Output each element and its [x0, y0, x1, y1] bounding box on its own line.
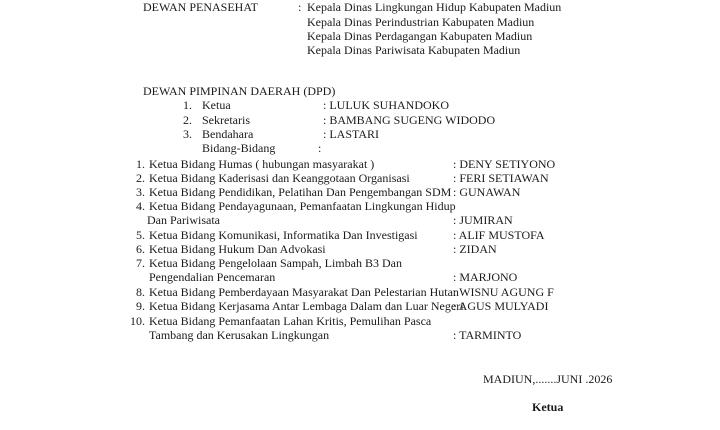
field-holder: : FERI SETIAWAN	[453, 171, 549, 185]
field-title: Ketua Bidang Pengelolaan Sampah, Limbah B3 Dan	[149, 256, 402, 270]
officer-name: : LULUK SUHANDOKO	[323, 98, 449, 112]
field-number: 1.	[136, 157, 145, 171]
officer-number: 3.	[183, 127, 192, 141]
field-holder: : WISNU AGUNG F	[453, 285, 554, 299]
field-holder: : AGUS MULYADI	[453, 299, 549, 313]
field-title: Ketua Bidang Pemberdayaan Masyarakat Dan Pelestarian Hutan	[149, 285, 459, 299]
field-title: Ketua Bidang Pendayagunaan, Pemanfaatan Lingkungan Hidup	[149, 199, 456, 213]
field-title-continuation: Pengendalian Pencemaran	[149, 270, 276, 284]
field-number: 8.	[136, 285, 145, 299]
field-number: 10.	[130, 314, 145, 328]
field-holder: : JUMIRAN	[453, 213, 513, 227]
field-title: Ketua Bidang Kaderisasi dan Keanggotaan Organisasi	[149, 171, 410, 185]
field-number: 3.	[136, 185, 145, 199]
advisor-member: Kepala Dinas Perindustrian Kabupaten Madiun	[307, 15, 535, 29]
field-holder: : TARMINTO	[453, 328, 522, 342]
field-number: 4.	[136, 199, 145, 213]
field-number: 2.	[136, 171, 145, 185]
field-title-continuation: Dan Pariwisata	[147, 213, 220, 227]
field-holder: : DENY SETIYONO	[453, 157, 556, 171]
officer-name: : LASTARI	[323, 127, 380, 141]
field-title: Ketua Bidang Komunikasi, Informatika Dan Investigasi	[149, 228, 418, 242]
signature-title: Ketua	[532, 400, 564, 414]
officer-number: 1.	[183, 98, 192, 112]
officer-role: Bendahara	[202, 127, 254, 141]
officer-number: 2.	[183, 113, 192, 127]
officer-role: Sekretaris	[202, 113, 250, 127]
officer-role: Ketua	[202, 98, 231, 112]
officer-name: : BAMBANG SUGENG WIDODO	[323, 113, 496, 127]
place-date: MADIUN,.......JUNI .2026	[483, 372, 613, 386]
field-number: 7.	[136, 256, 145, 270]
field-title: Ketua Bidang Humas ( hubungan masyarakat )	[149, 157, 375, 171]
field-title: Ketua Bidang Hukum Dan Advokasi	[149, 242, 326, 256]
dpd-heading: DEWAN PIMPINAN DAERAH (DPD)	[143, 84, 336, 98]
field-number: 5.	[136, 228, 145, 242]
advisor-member: Kepala Dinas Lingkungan Hidup Kabupaten Madiun	[307, 0, 562, 14]
field-title: Ketua Bidang Pendidikan, Pelatihan Dan Pengembangan SDM	[149, 185, 452, 199]
field-holder: : ZIDAN	[453, 242, 497, 256]
field-number: 6.	[136, 242, 145, 256]
field-title-continuation: Tambang dan Kerusakan Lingkungan	[149, 328, 330, 342]
field-holder: : MARJONO	[453, 270, 518, 284]
field-title: Ketua Bidang Pemanfaatan Lahan Kritis, Pemulihan Pasca	[149, 314, 432, 328]
field-number: 9.	[136, 299, 145, 313]
advisors-colon: :	[298, 0, 302, 14]
field-title: Ketua Bidang Kerjasama Antar Lembaga Dalam dan Luar Negeri	[149, 299, 464, 313]
field-holder: : ALIF MUSTOFA	[453, 228, 545, 242]
bidang-colon: :	[318, 141, 322, 155]
advisor-member: Kepala Dinas Pariwisata Kabupaten Madiun	[307, 43, 521, 57]
field-holder: : GUNAWAN	[453, 185, 521, 199]
advisor-member: Kepala Dinas Perdagangan Kabupaten Madiun	[307, 29, 533, 43]
bidang-label: Bidang-Bidang	[202, 141, 276, 155]
advisors-heading: DEWAN PENASEHAT	[143, 0, 258, 14]
